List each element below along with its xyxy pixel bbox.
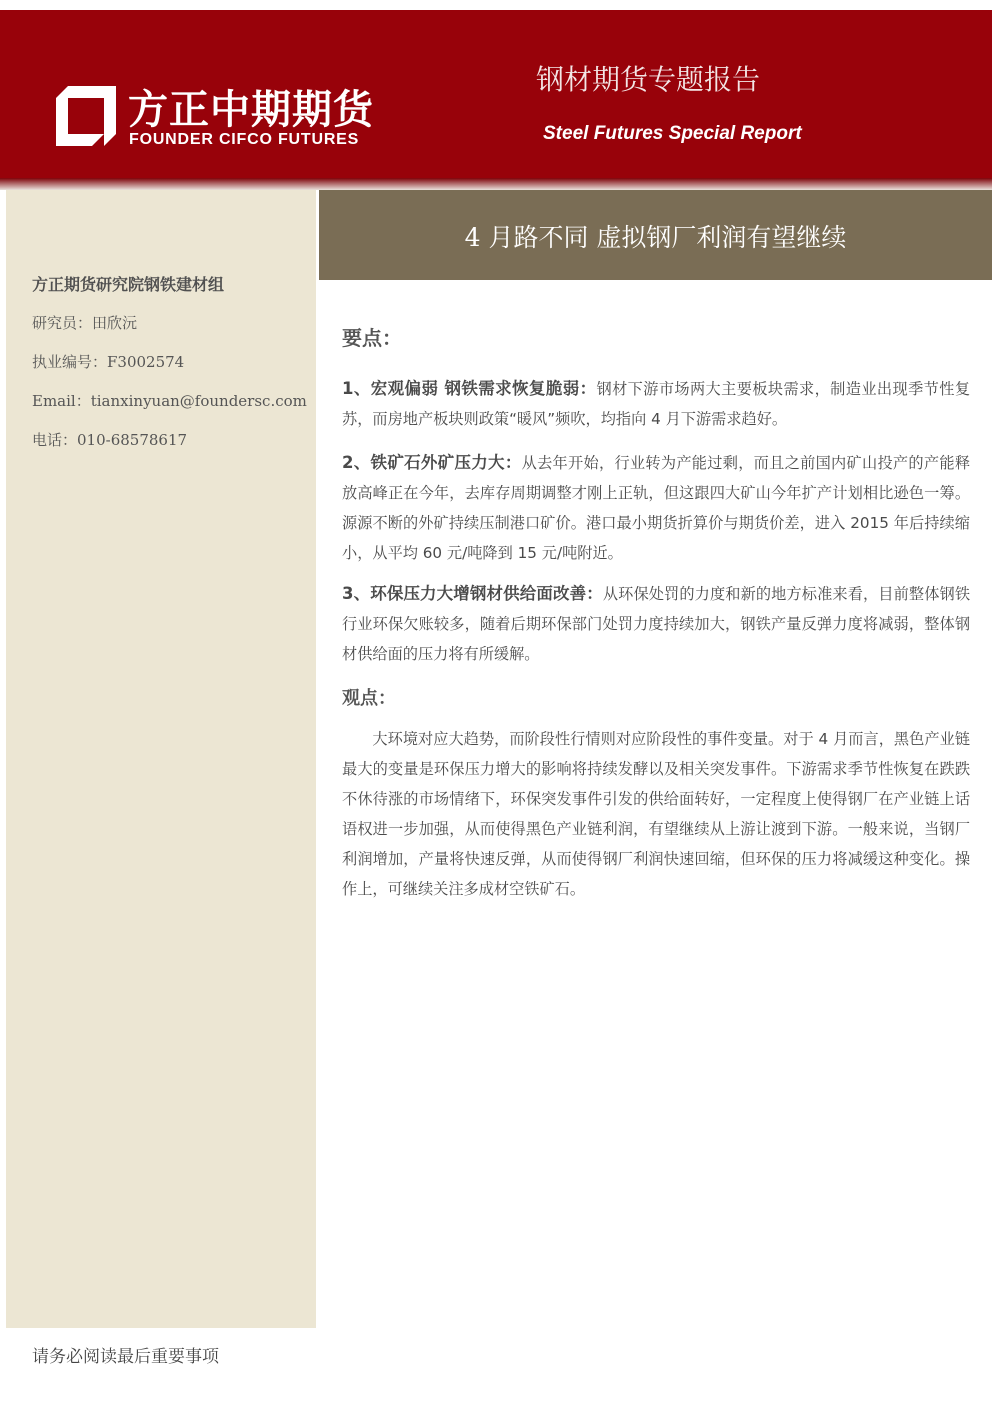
email-line <box>32 390 307 411</box>
researcher-line <box>32 312 137 333</box>
license-number: F3002574 <box>107 353 185 371</box>
license-label: 执业编号： <box>32 353 108 371</box>
key-point-3 <box>342 579 970 669</box>
report-type-chinese: 钢材期货专题报告 <box>536 63 761 96</box>
key-point-3-text: 从环保处罚的力度和新的地方标准来看，目前整体钢铁行业环保欠账较多，随着后期环保部门处罚力度持续加大，钢铁产量反弹力度将减弱，整体钢材供给面的压力将有所缓解。 <box>342 585 971 663</box>
phone-label: 电话： <box>32 431 78 449</box>
key-point-1-text: 钢材下游市场两大主要板块需求，制造业出现季节性复苏，而房地产板块则政策“暖风”频吹，均指向 4 月下游需求趋好。 <box>342 380 971 428</box>
key-point-1 <box>342 374 970 434</box>
viewpoint-heading: 观点： <box>342 688 396 709</box>
key-point-3-lead: 3、环保压力大增钢材供给面改善： <box>342 584 603 603</box>
license-line <box>32 351 184 372</box>
header-shadow <box>0 178 992 190</box>
key-point-1-lead: 1、宏观偏弱 钢铁需求恢复脆弱： <box>342 379 597 398</box>
logo-chinese-name: 方正中期期货 <box>128 87 374 133</box>
key-point-2-text: 从去年开始，行业转为产能过剩，而且之前国内矿山投产的产能释放高峰正在今年，去库存周期调整才刚上正轨，但这跟四大矿山今年扩产计划相比逊色一筹。源源不断的外矿持续压制港口矿价。港口最小期货折算价与期货价差，进入 2015 年后持续缩小，从平均 60 元/吨降到 15 元/吨附近。 <box>342 454 971 562</box>
disclaimer-note: 请务必阅读最后重要事项 <box>32 1347 219 1367</box>
email-label: Email： <box>32 392 91 410</box>
researcher-label: 研究员： <box>32 314 93 332</box>
email-address[interactable]: tianxinyuan@foundersc.com <box>90 392 307 410</box>
founder-logo-icon <box>54 84 118 148</box>
viewpoint-text: 大环境对应大趋势，而阶段性行情则对应阶段性的事件变量。对于 4 月而言，黑色产业链最大的变量是环保压力增大的影响将持续发酵以及相关突发事件。下游需求季节性恢复在跌跌不休待涨的市场情绪下，环保突发事件引发的供给面转好，一定程度上使得钢厂在产业链上话语权进一步加强，从而使得黑色产业链利润，有望继续从上游让渡到下游。一般来说，当钢厂利润增加，产量将快速反弹，从而使得钢厂利润快速回缩，但环保的压力将减缓这种变化。操作上，可继续关注多成材空铁矿石。 <box>342 730 970 898</box>
researcher-name: 田欣沅 <box>92 314 138 332</box>
logo-english-name: FOUNDER CIFCO FUTURES <box>129 131 360 148</box>
key-points-heading: 要点： <box>342 326 402 350</box>
report-type-english: Steel Futures Special Report <box>543 123 802 144</box>
phone-number: 010-68578617 <box>77 431 188 449</box>
phone-line <box>32 429 187 450</box>
report-title: 4 月路不同 虚拟钢厂利润有望继续 <box>464 223 847 252</box>
key-point-2 <box>342 448 970 568</box>
key-point-2-lead: 2、铁矿石外矿压力大： <box>342 453 522 472</box>
research-group: 方正期货研究院钢铁建材组 <box>32 275 225 294</box>
